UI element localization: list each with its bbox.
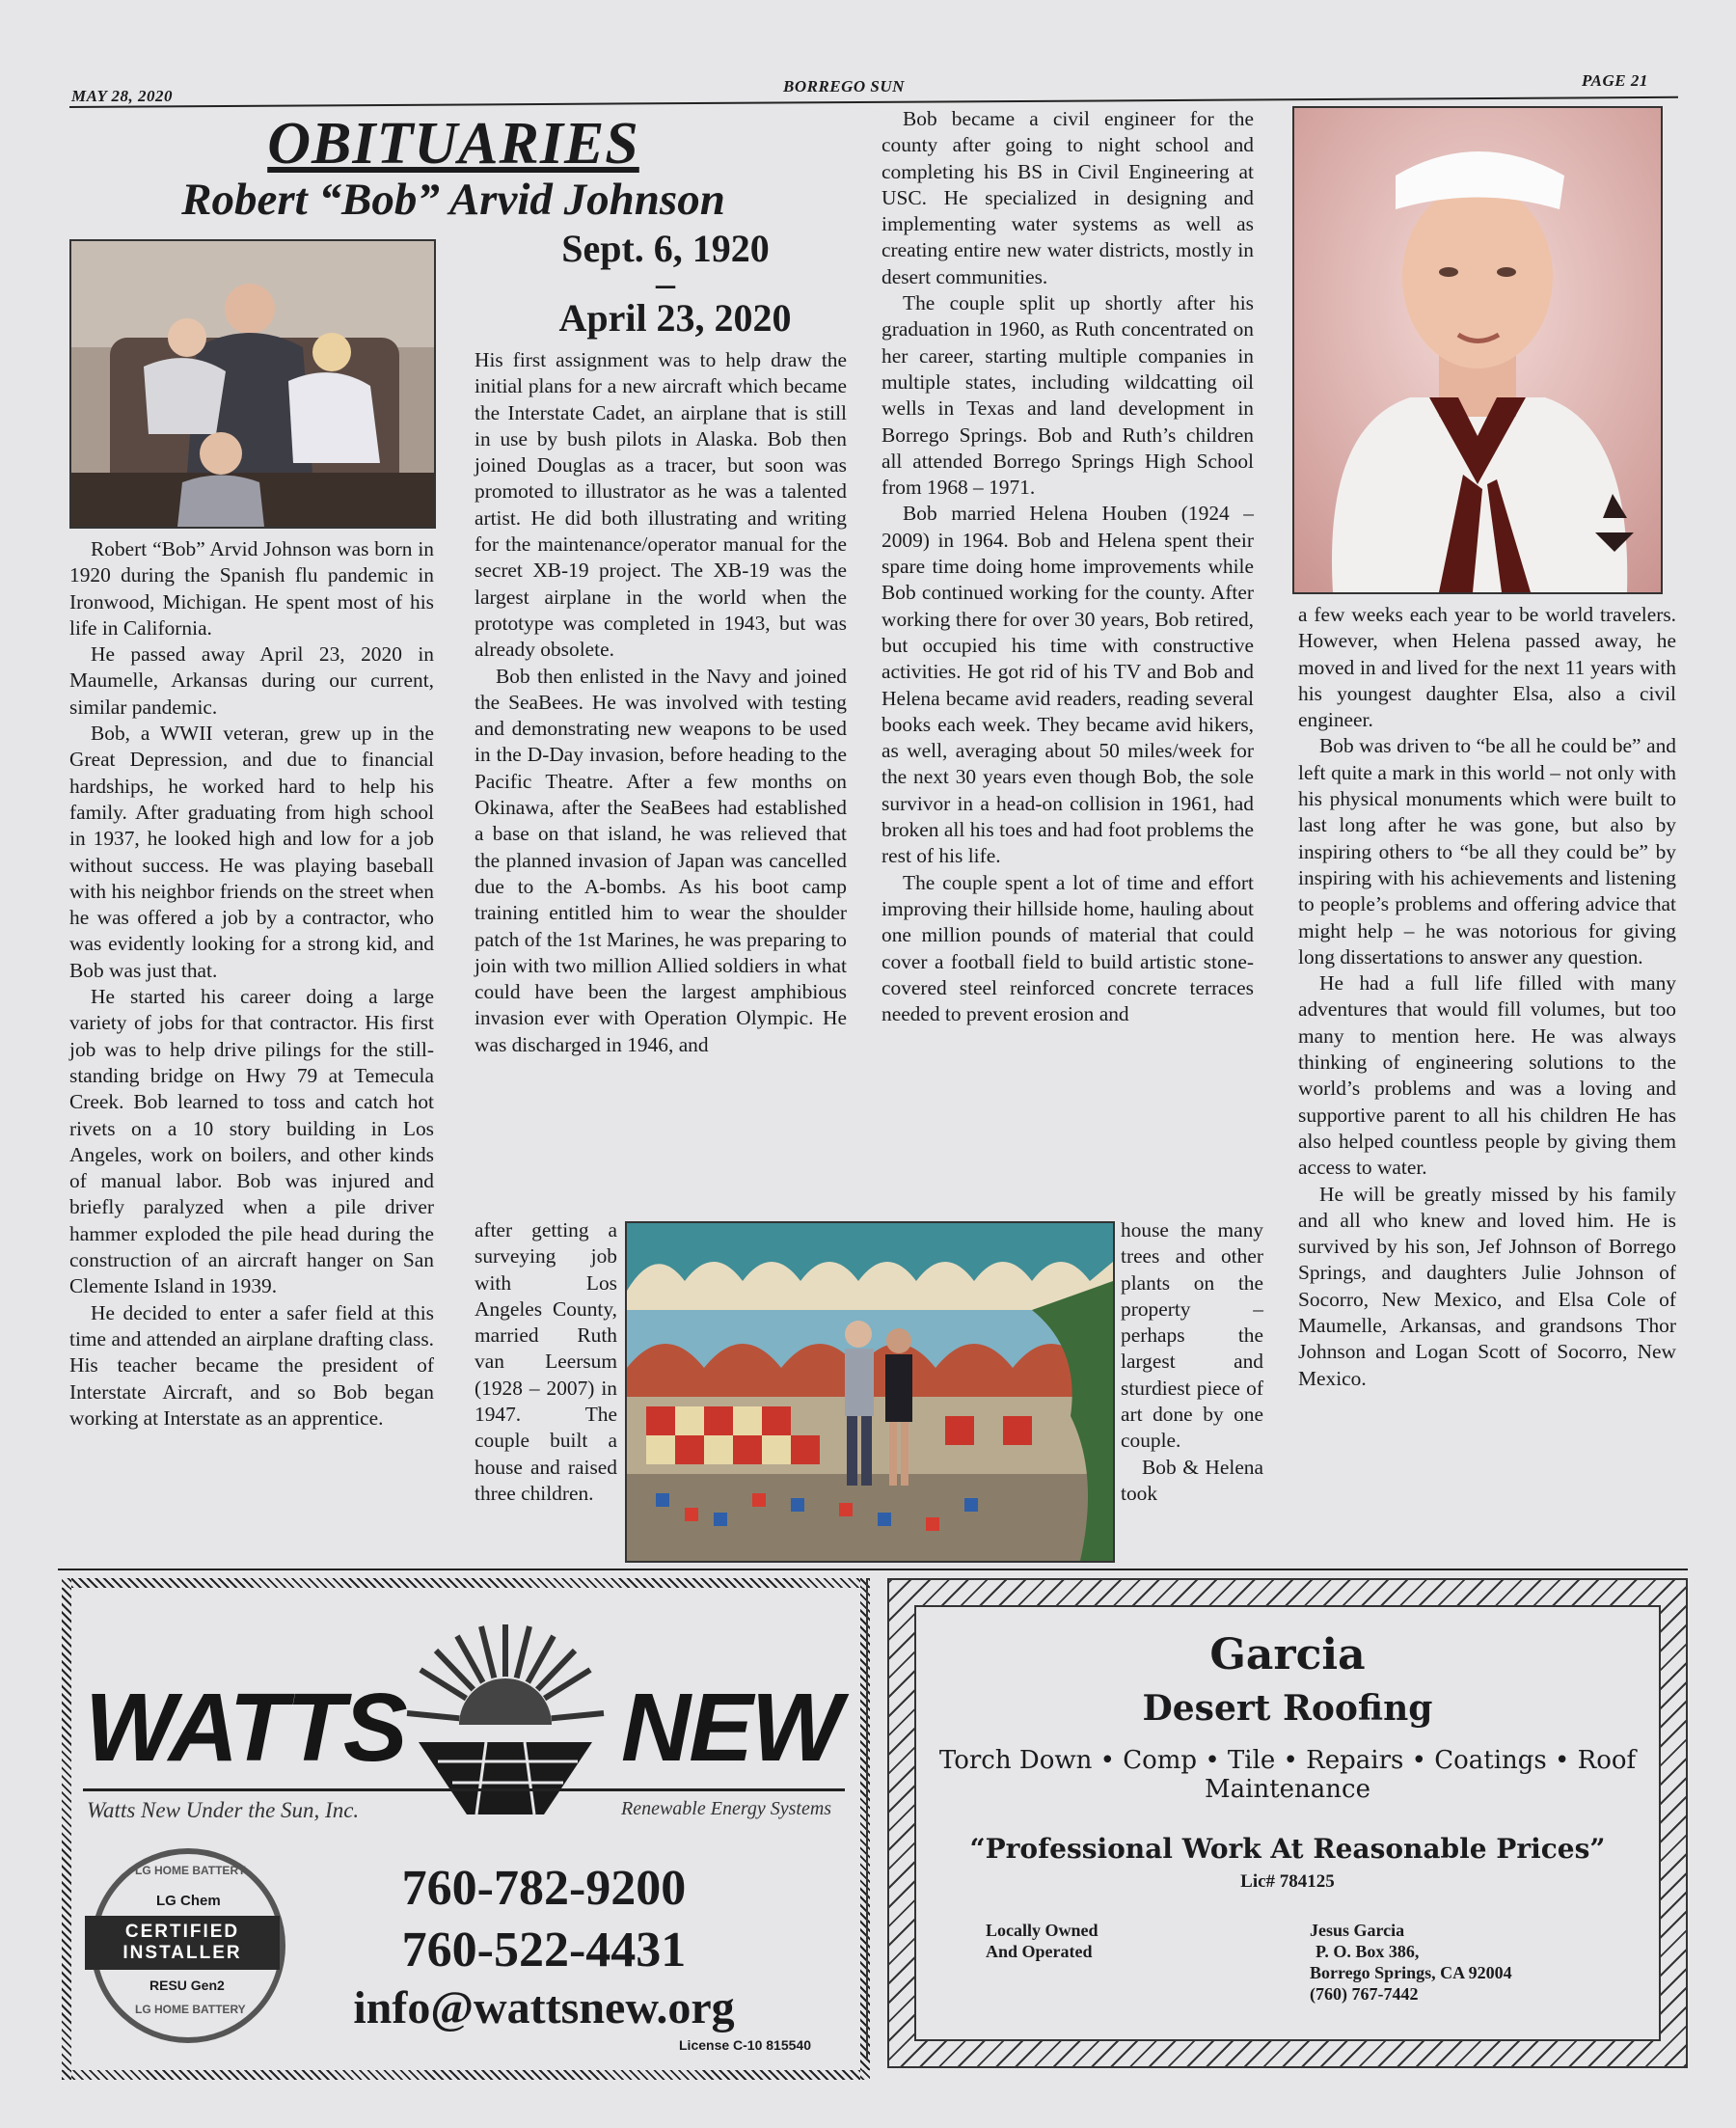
garcia-license: Lic# 784125	[1240, 1871, 1335, 1892]
paragraph: Bob was driven to “be all he could be” and left quite a mark in this world – not only with his physical monuments which were built to last long after he was gone, but also by inspiring others to “be all they could be” by inspiring with his achievements and listening to people’s problems and offering advice that might help – he was notorious for giving long dissertations to answer any question.	[1298, 734, 1676, 969]
paragraph: a few weeks each year to be world travelers. However, when Helena passed away, he moved in and lived for the next 11 years with his youngest daughter Elsa, also a civil engineer.	[1298, 603, 1676, 732]
watts-license: License C-10 815540	[679, 2037, 811, 2053]
phone-2: 760-522-4431	[401, 1923, 687, 1978]
badge-line2: INSTALLER	[122, 1943, 242, 1963]
issue-date: MAY 28, 2020	[71, 87, 174, 105]
paragraph: He started his career doing a large variety of jobs for that contractor. His first job was to help drive pilings for the still-standing bridge on Hwy 79 at Temecula Creek. Bob learned to toss and catch hot rivets on a 10 story building in Los Angeles, work on boilers, and other kinds of manual labor. Bob was injured and briefly paralyzed when a pile driver hammer exploded the pile head during the construction of an aircraft hanger on San Clemente Island in 1939.	[69, 985, 434, 1298]
section-title: OBITUARIES	[267, 111, 639, 177]
paragraph: Bob married Helena Houben (1924 – 2009) in 1964. Bob and Helena spent their spare time doing home improvements while Bob continued working for the county. After working there for over 30 years, Bob retired, but occupied his time with constructive activities. He got rid of his TV and Bob and Helena became avid readers, reading several books each week. They became avid hikers, as well, averaging about 50 miles/week for the next 30 years even though Bob, the sole survivor in a head-on collision in 1961, had broken all his toes and had foot problems the rest of his life.	[882, 502, 1254, 868]
article-column-3	[882, 106, 1254, 1027]
email: info@wattsnew.org	[353, 1982, 735, 2033]
paragraph: house the many trees and other plants on the property – perhaps the largest and sturdiest piece of art done by one couple.	[1121, 1218, 1263, 1453]
obituary-name: Robert “Bob” Arvid Johnson	[181, 175, 725, 225]
ads-divider	[866, 1578, 868, 2060]
article-column-1	[69, 536, 434, 1432]
contact-city: Borrego Springs, CA 92004	[1310, 1963, 1512, 1982]
paragraph: He decided to enter a safer field at this time and attended an airplane drafting class. His teacher became the president of Interstate Aircraft, and so Bob began working at Interstate as an apprentice.	[69, 1300, 434, 1430]
paragraph: Robert “Bob” Arvid Johnson was born in 1920 during the Spanish flu pandemic in Ironwood, Michigan. He spent most of his life in California.	[69, 537, 434, 640]
paragraph: He had a full life filled with many adventures that would fill volumes, but too many to mention here. He was always thinking of engineering solutions to the world’s problems and was a loving and supportive parent to all his children He has also helped countless people by giving them access to water.	[1298, 971, 1676, 1180]
badge-line1: CERTIFIED	[124, 1922, 240, 1942]
watts-tagline-right: Renewable Energy Systems	[621, 1798, 832, 1819]
paragraph: His first assignment was to help draw the initial plans for a new aircraft which became the Interstate Cadet, an airplane that is still in use by bush pilots in Alaska. Bob then joined Douglas as a tracer, but soon was promoted to illustrator as he was a talented artist. He did both illustrating and writing for the maintenance/operator manual for the secret XB-19 project. The XB-19 was the largest airplane in the world when the prototype was completed in 1943, but was already obsolete.	[475, 348, 847, 662]
contact-name: Jesus Garcia	[1310, 1921, 1405, 1940]
paragraph: Bob & Helena took	[1121, 1455, 1263, 1505]
lg-certified-badge	[91, 1848, 285, 2043]
paragraph: after getting a surveying job with Los Angeles County, married Ruth van Leersum (1928 – 2007) in 1947. The couple built a house and raised three children.	[475, 1218, 617, 1505]
birth-date: Sept. 6, 1920	[561, 227, 770, 270]
garcia-title: Garcia	[1209, 1630, 1366, 1679]
paragraph: Bob, a WWII veteran, grew up in the Great Depression, and due to financial hardships, he worked hard to help his family. After graduating from high school in 1937, he looked high and low for a job without success. He was playing baseball with his neighbor friends on the street when he was offered a job by a contractor, who was evidently looking for a strong kid, and Bob was just that.	[69, 722, 434, 982]
garcia-contact	[1310, 1920, 1512, 2005]
paragraph: He will be greatly missed by his family and all who knew and loved him. He is survived by his son, Jef Johnson of Borrego Springs, and daughters Julie Johnson of Socorro, New Mexico, and Elsa Cole of Maumelle, Arkansas, and grandsons Thor Johnson and Logan Scott of Socorro, New Mexico.	[1298, 1182, 1676, 1390]
paragraph: He passed away April 23, 2020 in Maumelle, Arkansas during our current, similar pandemic.	[69, 642, 434, 719]
mosaic-wall-photo	[625, 1221, 1115, 1563]
garcia-services: Torch Down • Comp • Tile • Repairs • Coatings • Roof Maintenance	[938, 1746, 1637, 1804]
mosaic-wall-image	[627, 1223, 1113, 1561]
badge-ring-top: LG HOME BATTERY	[135, 1864, 246, 1877]
contact-box: P. O. Box 386,	[1316, 1942, 1420, 1961]
article-column-2-wrap	[475, 1217, 617, 1507]
date-dash: –	[656, 261, 675, 305]
new-word: NEW	[621, 1674, 841, 1782]
contact-phone: (760) 767-7442	[1310, 1984, 1419, 2004]
watts-new-ad	[62, 1578, 870, 2080]
paragraph: Bob became a civil engineer for the county after going to night school and completing his BS in Civil Engineering at USC. He specialized in designing and implementing water systems as well as creating entire new water districts, mostly in desert communities.	[882, 107, 1254, 288]
badge-ring-bottom: LG HOME BATTERY	[135, 2003, 246, 2016]
watts-rule	[83, 1788, 845, 1791]
phone-1: 760-782-9200	[401, 1861, 687, 1916]
badge-product: RESU Gen2	[149, 1978, 225, 1993]
sailor-portrait	[1292, 106, 1663, 594]
paragraph: The couple split up shortly after his graduation in 1960, as Ruth concentrated on her career, starting multiple companies in multiple states, including wildcatting oil wells in Texas and land development in Borrego Springs. Bob and Ruth’s children all attended Borrego Springs High School from 1968 – 1971.	[882, 291, 1254, 500]
article-column-4	[1298, 602, 1676, 1392]
sailor-portrait-image	[1294, 108, 1661, 592]
paragraph: The couple spent a lot of time and effort improving their hillside home, hauling about one million pounds of material that could cover a football field to build artistic stone-covered steel reinforced concrete terraces needed to prevent erosion and	[882, 870, 1254, 1026]
badge-certified	[85, 1916, 280, 1970]
article-column-2	[475, 347, 847, 1058]
garcia-roofing-ad	[887, 1578, 1688, 2068]
ads-separator	[58, 1569, 1688, 1570]
family-photo-image	[71, 241, 434, 527]
watts-tagline-left: Watts New Under the Sun, Inc.	[87, 1798, 360, 1822]
paper-name: BORREGO SUN	[783, 77, 905, 95]
paragraph: Bob then enlisted in the Navy and joined the SeaBees. He was involved with testing and demonstrating new weapons to be used in the D-Day invasion, before heading to the Pacific Theatre. After a few months on Okinawa, after the SeaBees had established a base on that island, he was relieved that the planned invasion of Japan was cancelled due to the A-bombs. As his boot camp training entitled him to wear the shoulder patch of the 1st Marines, he was preparing to join with two million Allied soldiers in what could have been the largest amphibious invasion ever with Operation Olympic. He was discharged in 1946, and	[475, 664, 847, 1056]
page-number: PAGE 21	[1582, 71, 1648, 90]
family-photo	[69, 239, 436, 529]
death-date: April 23, 2020	[558, 296, 792, 340]
garcia-slogan: “Professional Work At Reasonable Prices”	[969, 1833, 1606, 1865]
badge-brand: LG Chem	[156, 1893, 221, 1909]
owned-line2: And Operated	[986, 1942, 1093, 1961]
owned-line1: Locally Owned	[986, 1921, 1099, 1940]
article-column-3-wrap	[1121, 1217, 1263, 1507]
watts-word: WATTS	[85, 1674, 406, 1782]
garcia-owned	[986, 1920, 1099, 1962]
garcia-subtitle: Desert Roofing	[1142, 1688, 1433, 1729]
